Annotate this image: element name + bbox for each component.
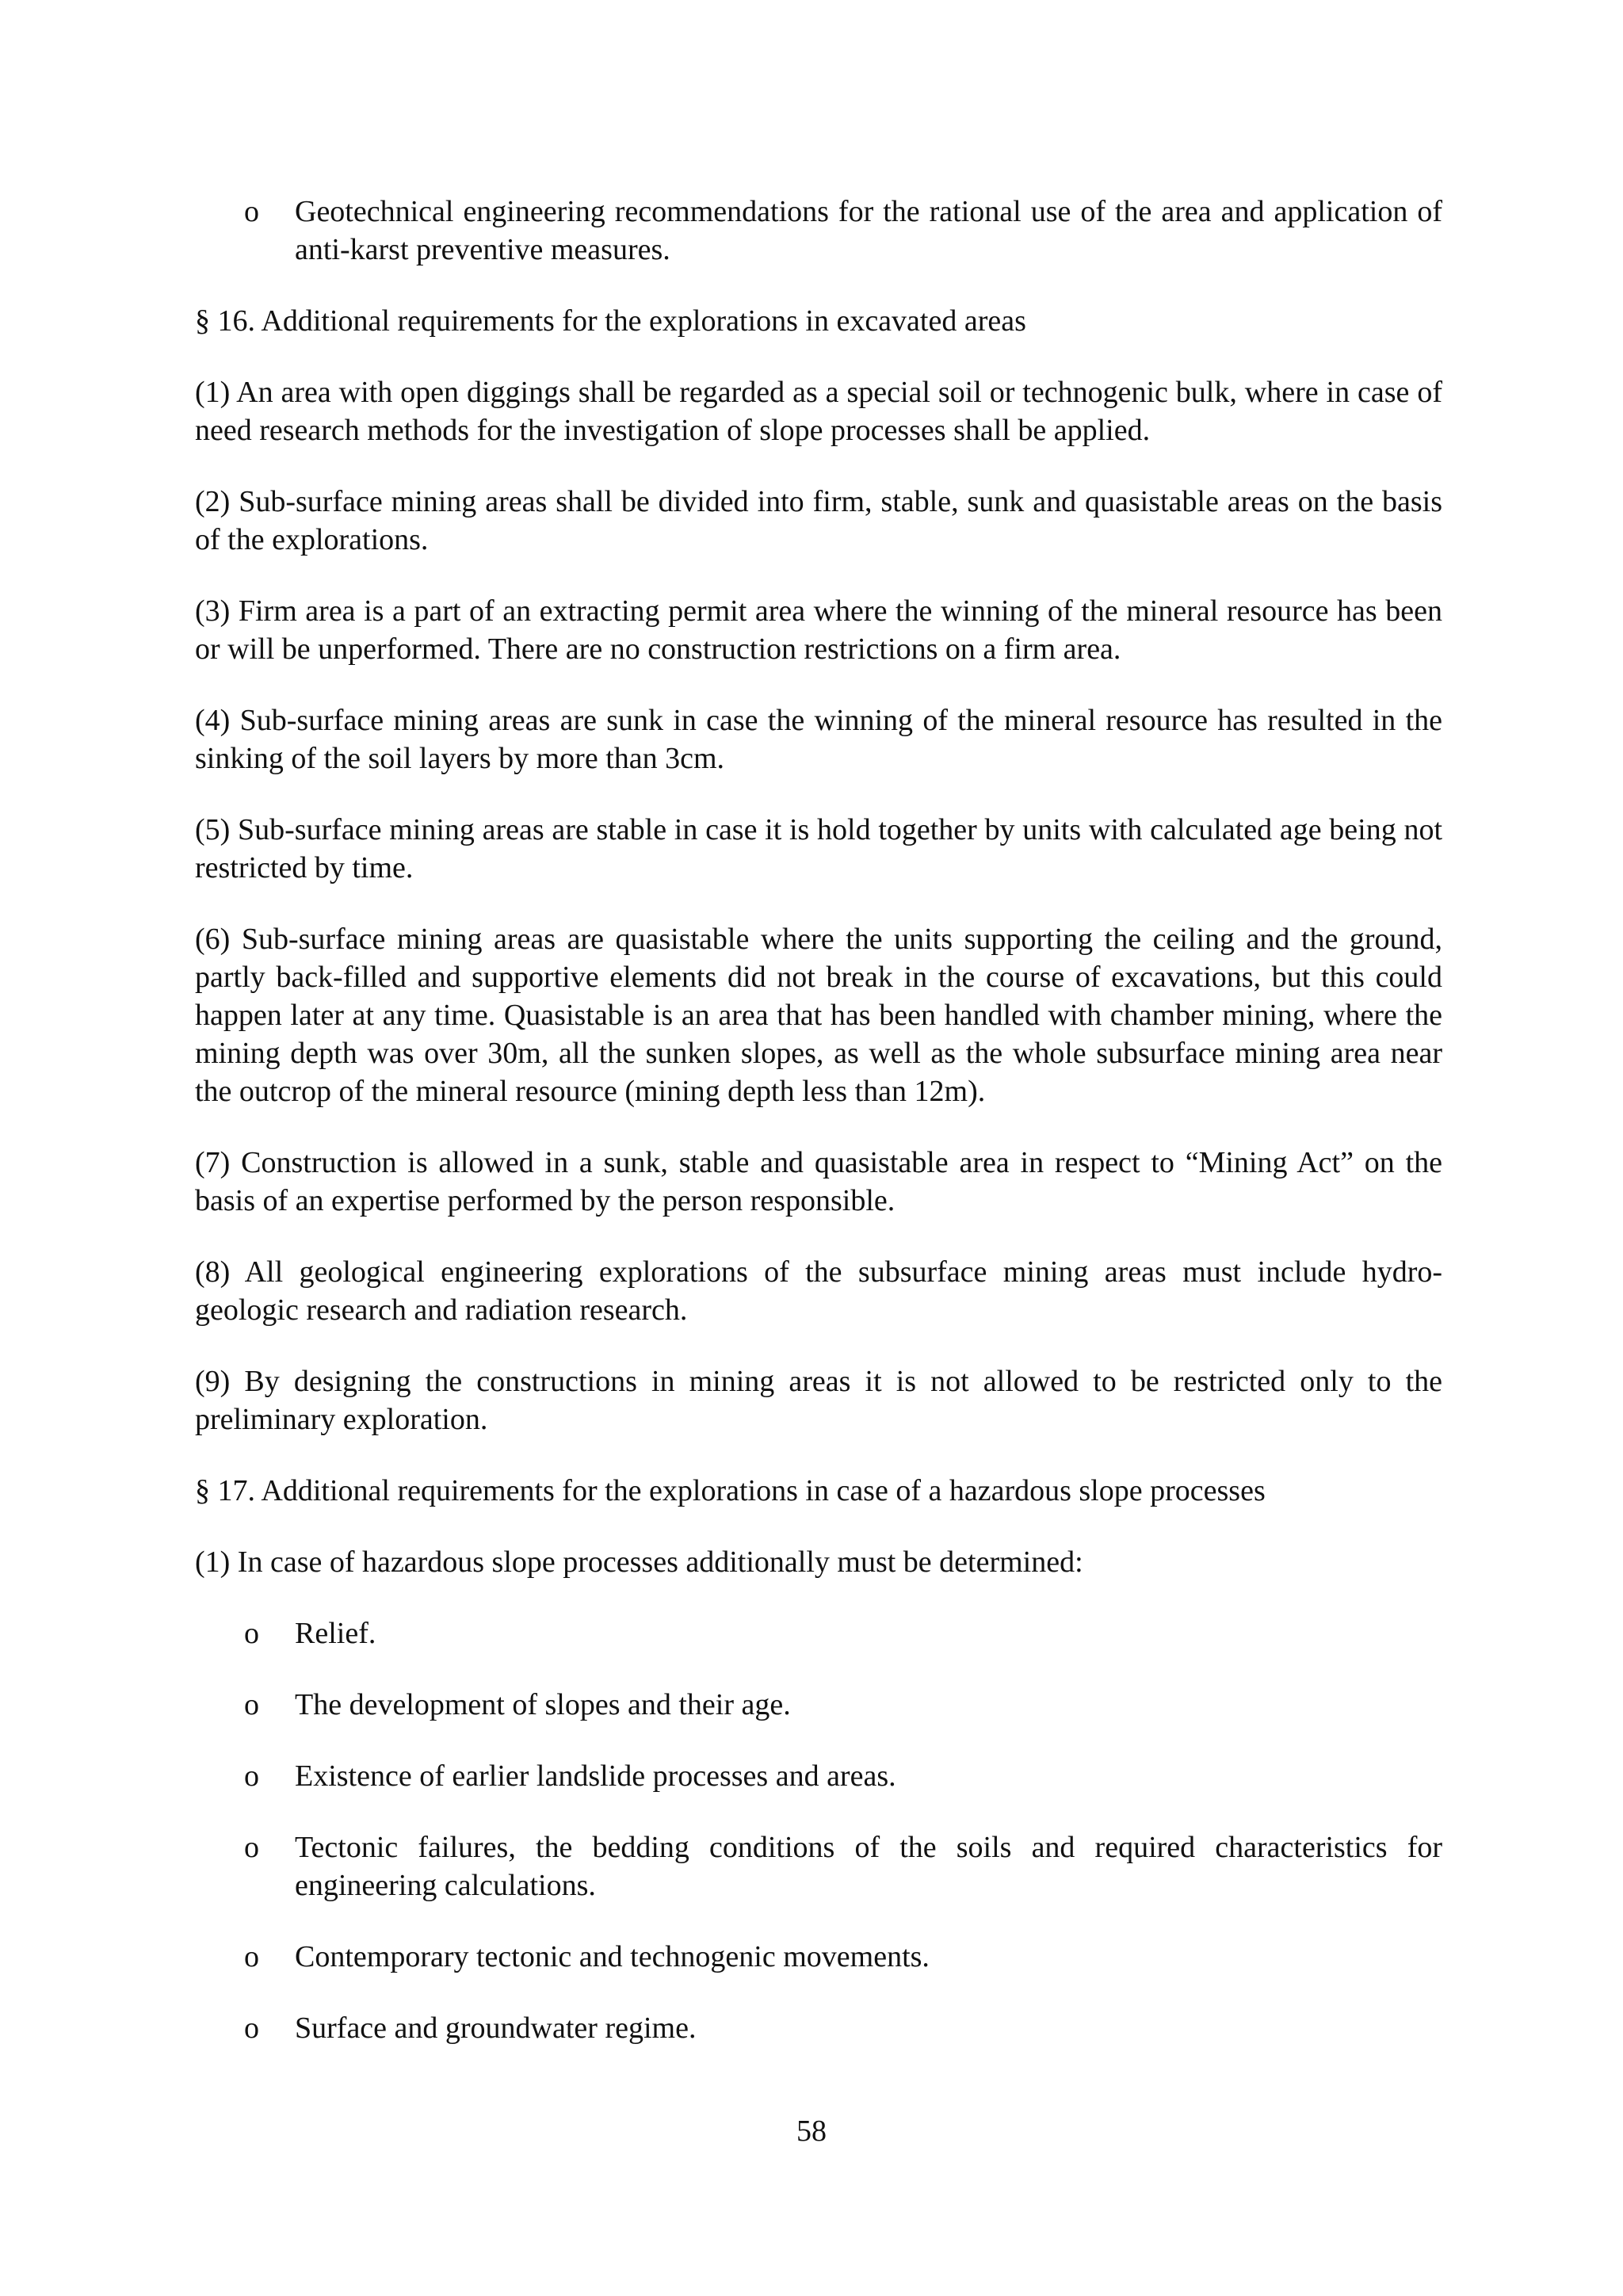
list-item: [195, 1828, 1442, 1904]
section-17-paragraph-1: (1) In case of hazardous slope processes additionally must be determined:: [195, 1545, 1083, 1579]
list-item: [195, 1757, 1442, 1795]
list-item-text: Contemporary tectonic and technogenic movements.: [295, 1940, 930, 1973]
list-item: [195, 1614, 1442, 1652]
section-16-paragraph-5: (5) Sub-surface mining areas are stable in case it is hold together by units with calculated age being not restricted by time.: [195, 813, 1442, 884]
bullet-marker: o: [244, 1831, 259, 1864]
section-16-paragraph-4: (4) Sub-surface mining areas are sunk in case the winning of the mineral resource has resulted in the sinking of the soil layers by more than 3cm.: [195, 704, 1442, 775]
list-item-text: Geotechnical engineering recommendations for the rational use of the area and application of anti-karst preventive measures.: [295, 195, 1442, 266]
section-16-paragraph-7: (7) Construction is allowed in a sunk, stable and quasistable area in respect to “Mining Act” on the basis of an expertise performed by the person responsible.: [195, 1146, 1442, 1217]
list-item: [195, 193, 1442, 269]
list-item-text: The development of slopes and their age.: [295, 1688, 791, 1721]
bullet-marker: o: [244, 2011, 259, 2045]
section-16-paragraph-3: (3) Firm area is a part of an extracting permit area where the winning of the mineral resource has been or will be unperformed. There are no construction restrictions on a firm area.: [195, 594, 1442, 666]
bullet-marker: o: [244, 1617, 259, 1650]
bullet-marker: o: [244, 1759, 259, 1793]
document-page: [195, 193, 1442, 2080]
section-16-paragraph-1: (1) An area with open diggings shall be regarded as a special soil or technogenic bulk, where in case of need research methods for the investigation of slope processes shall be applied.: [195, 376, 1442, 447]
bullet-marker: o: [244, 1688, 259, 1721]
section-16-paragraph-9: (9) By designing the constructions in mining areas it is not allowed to be restricted only to the preliminary exploration.: [195, 1365, 1442, 1436]
list-item: [195, 2009, 1442, 2047]
list-item-text: Relief.: [295, 1617, 376, 1650]
section-16-paragraph-6: (6) Sub-surface mining areas are quasistable where the units supporting the ceiling and the ground, partly back-filled and supportive elements did not break in the course of excavations, but this could happen later at any time. Quasistable is an area that has been handled with chamber mining, where the mining depth was over 30m, all the sunken slopes, as well as the whole subsurface mining area near the outcrop of the mineral resource (mining depth less than 12m).: [195, 923, 1442, 1108]
list-item: [195, 1938, 1442, 1976]
section-16-paragraph-8: (8) All geological engineering explorations of the subsurface mining areas must include hydro-geologic research and radiation research.: [195, 1255, 1442, 1327]
bullet-marker: o: [244, 1940, 259, 1973]
section-16-paragraph-2: (2) Sub-surface mining areas shall be divided into firm, stable, sunk and quasistable areas on the basis of the explorations.: [195, 485, 1442, 556]
list-item-text: Existence of earlier landslide processes and areas.: [295, 1759, 896, 1793]
section-16-heading: § 16. Additional requirements for the explorations in excavated areas: [195, 304, 1026, 338]
list-item-text: Surface and groundwater regime.: [295, 2011, 697, 2045]
bullet-marker: o: [244, 195, 259, 228]
page-number: 58: [796, 2115, 827, 2148]
section-17-heading: § 17. Additional requirements for the explorations in case of a hazardous slope processes: [195, 1474, 1266, 1507]
list-item-text: Tectonic failures, the bedding conditions of the soils and required characteristics for engineering calculations.: [295, 1831, 1442, 1902]
list-item: [195, 1686, 1442, 1724]
